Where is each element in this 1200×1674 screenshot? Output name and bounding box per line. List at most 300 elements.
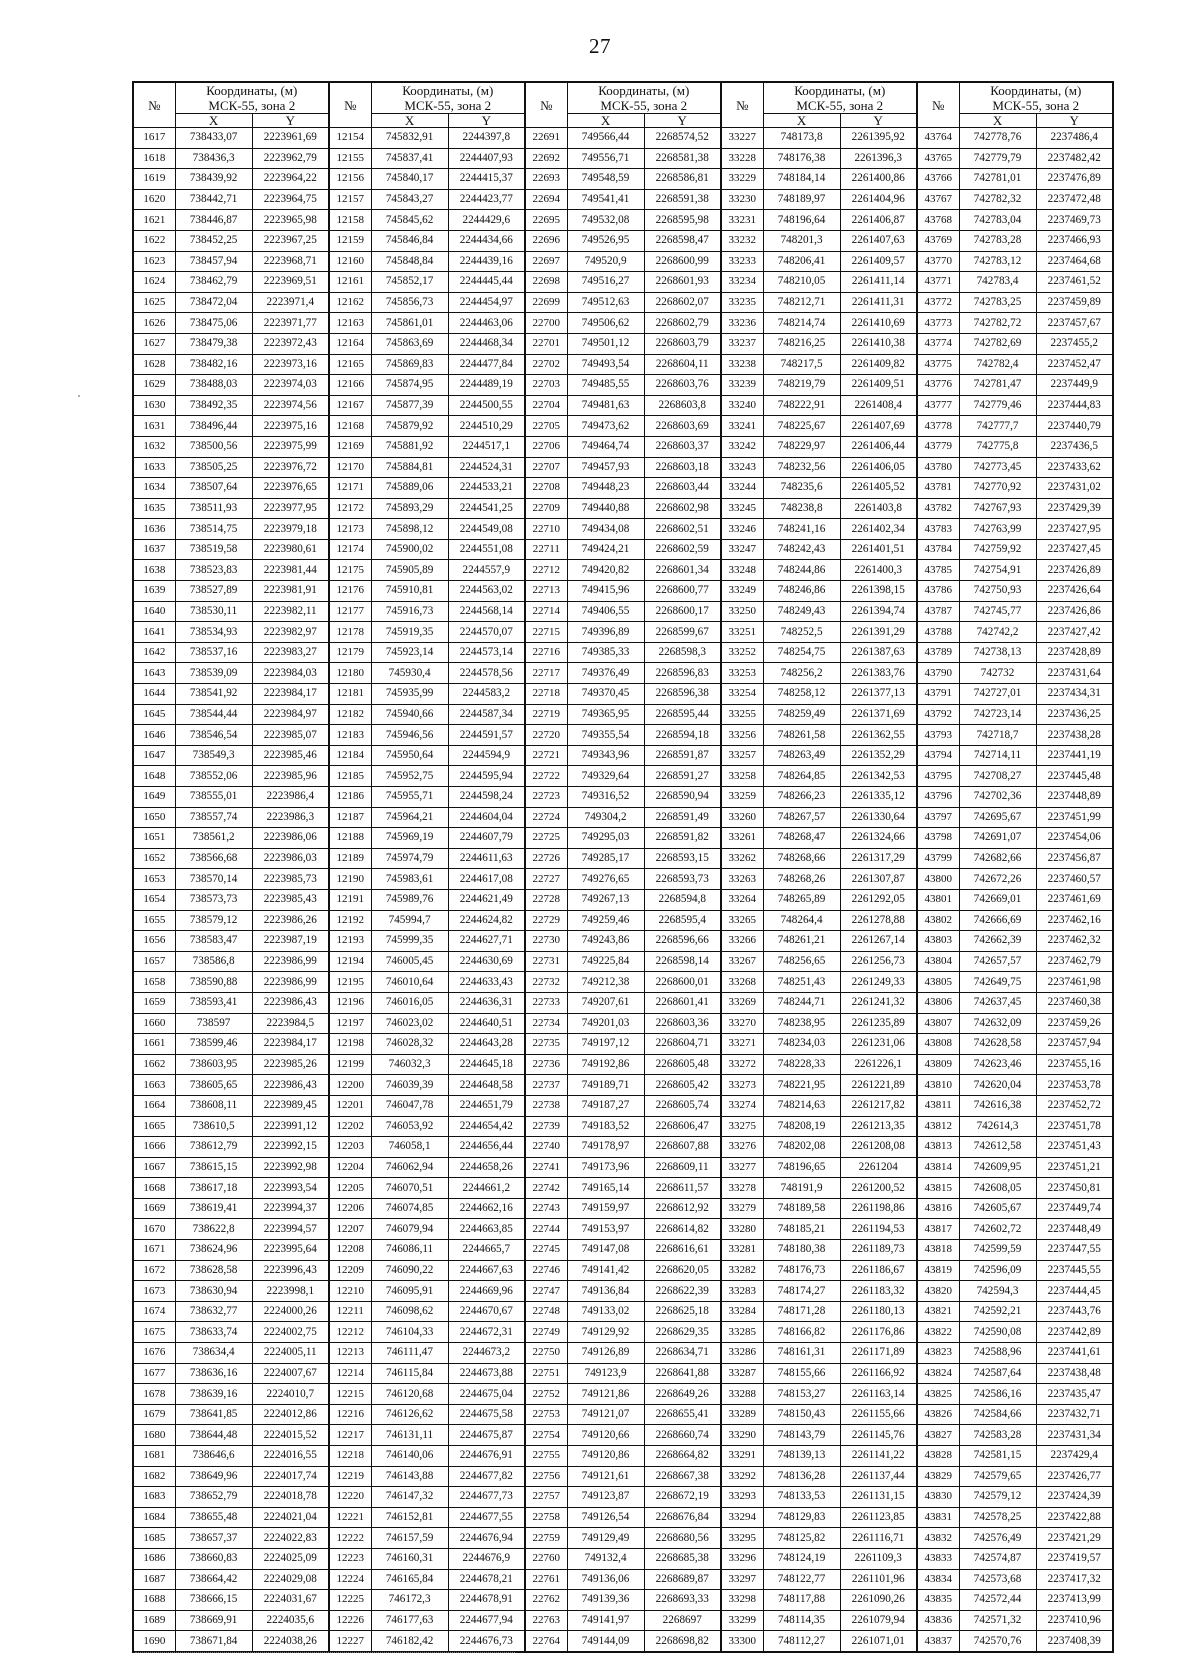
- coord-x: 748174,27: [763, 1281, 840, 1302]
- table-body: [133, 128, 1113, 1652]
- coord-y: 2237462,32: [1036, 931, 1113, 952]
- point-number: 33242: [721, 436, 763, 457]
- coord-x: 745964,21: [371, 807, 448, 828]
- coord-y: 2268605,42: [644, 1075, 721, 1096]
- point-number: 22732: [525, 972, 567, 993]
- coord-y: 2261123,85: [840, 1507, 917, 1528]
- coord-y: 2244454,97: [448, 292, 525, 313]
- point-number: 33276: [721, 1137, 763, 1158]
- coord-x: 749541,41: [567, 189, 644, 210]
- page-number: 27: [589, 34, 611, 58]
- coord-x: 746028,32: [371, 1034, 448, 1055]
- table-row: [133, 478, 1113, 499]
- point-number: 22697: [525, 251, 567, 272]
- coord-x: 749129,49: [567, 1528, 644, 1549]
- point-number: 33285: [721, 1322, 763, 1343]
- coord-y: 2244675,04: [448, 1384, 525, 1405]
- point-number: 43781: [917, 478, 959, 499]
- coord-y: 2223985,46: [252, 745, 329, 766]
- coord-x: 749141,97: [567, 1610, 644, 1631]
- coord-y: 2261410,69: [840, 313, 917, 334]
- coord-x: 742775,8: [959, 436, 1036, 457]
- coord-y: 2244677,94: [448, 1610, 525, 1631]
- header-y: Y: [448, 114, 525, 128]
- table-row: [133, 1034, 1113, 1055]
- coord-x: 746047,78: [371, 1095, 448, 1116]
- point-number: 33267: [721, 951, 763, 972]
- table-row: [133, 1281, 1113, 1302]
- coord-y: 2244591,57: [448, 725, 525, 746]
- header-y: Y: [840, 114, 917, 128]
- coord-x: 742632,09: [959, 1013, 1036, 1034]
- coord-x: 749566,44: [567, 128, 644, 149]
- point-number: 33280: [721, 1219, 763, 1240]
- coord-x: 742738,13: [959, 642, 1036, 663]
- point-number: 12176: [329, 581, 371, 602]
- point-number: 22759: [525, 1528, 567, 1549]
- coord-x: 746157,59: [371, 1528, 448, 1549]
- coord-x: 749197,12: [567, 1034, 644, 1055]
- coord-x: 749129,92: [567, 1322, 644, 1343]
- coord-y: 2237460,57: [1036, 869, 1113, 890]
- coord-x: 748244,71: [763, 992, 840, 1013]
- coord-x: 746143,88: [371, 1466, 448, 1487]
- point-number: 1622: [133, 230, 175, 251]
- point-number: 33296: [721, 1548, 763, 1569]
- coord-y: 2268602,51: [644, 519, 721, 540]
- coord-y: 2268595,4: [644, 910, 721, 931]
- coord-x: 745919,35: [371, 622, 448, 643]
- point-number: 22703: [525, 375, 567, 396]
- coord-x: 742616,38: [959, 1095, 1036, 1116]
- point-number: 33265: [721, 910, 763, 931]
- point-number: 22709: [525, 498, 567, 519]
- point-number: 33274: [721, 1095, 763, 1116]
- point-number: 33271: [721, 1034, 763, 1055]
- point-number: 22735: [525, 1034, 567, 1055]
- point-number: 12181: [329, 684, 371, 705]
- coord-y: 2237461,98: [1036, 972, 1113, 993]
- table-row: [133, 869, 1113, 890]
- table-row: [133, 1404, 1113, 1425]
- point-number: 43809: [917, 1054, 959, 1075]
- table-row: [133, 1301, 1113, 1322]
- coord-x: 746070,51: [371, 1178, 448, 1199]
- coord-y: 2237454,06: [1036, 828, 1113, 849]
- coord-x: 745955,71: [371, 787, 448, 808]
- coord-x: 742745,77: [959, 601, 1036, 622]
- coord-y: 2268655,41: [644, 1404, 721, 1425]
- point-number: 33268: [721, 972, 763, 993]
- coord-y: 2223973,16: [252, 354, 329, 375]
- point-number: 1645: [133, 704, 175, 725]
- point-number: 1619: [133, 169, 175, 190]
- coord-x: 738612,79: [175, 1137, 252, 1158]
- coord-x: 742570,76: [959, 1631, 1036, 1652]
- coord-x: 742573,68: [959, 1569, 1036, 1590]
- point-number: 43833: [917, 1548, 959, 1569]
- coord-x: 746165,84: [371, 1569, 448, 1590]
- coord-x: 746023,02: [371, 1013, 448, 1034]
- point-number: 12184: [329, 745, 371, 766]
- point-number: 22750: [525, 1343, 567, 1364]
- point-number: 43787: [917, 601, 959, 622]
- coord-x: 742608,05: [959, 1178, 1036, 1199]
- coord-y: 2268602,07: [644, 292, 721, 313]
- point-number: 1685: [133, 1528, 175, 1549]
- coord-x: 742614,3: [959, 1116, 1036, 1137]
- coord-y: 2223981,44: [252, 560, 329, 581]
- coord-y: 2223968,71: [252, 251, 329, 272]
- coord-x: 748267,57: [763, 807, 840, 828]
- coord-y: 2261204: [840, 1157, 917, 1178]
- coord-y: 2268604,11: [644, 354, 721, 375]
- coordinates-table: [132, 81, 1114, 1653]
- coord-x: 742782,72: [959, 313, 1036, 334]
- coord-y: 2237462,79: [1036, 951, 1113, 972]
- coord-x: 748117,88: [763, 1590, 840, 1611]
- coord-y: 2261407,69: [840, 416, 917, 437]
- coord-x: 749396,89: [567, 622, 644, 643]
- coord-x: 745877,39: [371, 395, 448, 416]
- coord-y: 2261403,8: [840, 498, 917, 519]
- point-number: 33287: [721, 1363, 763, 1384]
- point-number: 12155: [329, 148, 371, 169]
- coord-x: 738557,74: [175, 807, 252, 828]
- point-number: 43793: [917, 725, 959, 746]
- table-row: [133, 1013, 1113, 1034]
- coord-x: 746010,64: [371, 972, 448, 993]
- point-number: 33241: [721, 416, 763, 437]
- table-row: [133, 1466, 1113, 1487]
- coord-y: 2244524,31: [448, 457, 525, 478]
- header-x: X: [175, 114, 252, 128]
- coord-y: 2268574,52: [644, 128, 721, 149]
- coord-y: 2268595,44: [644, 704, 721, 725]
- coord-x: 749501,12: [567, 333, 644, 354]
- coord-y: 2223964,22: [252, 169, 329, 190]
- coord-x: 745893,29: [371, 498, 448, 519]
- point-number: 22757: [525, 1487, 567, 1508]
- coord-y: 2268680,56: [644, 1528, 721, 1549]
- point-number: 12195: [329, 972, 371, 993]
- coord-y: 2244677,73: [448, 1487, 525, 1508]
- point-number: 33236: [721, 313, 763, 334]
- point-number: 1635: [133, 498, 175, 519]
- point-number: 1653: [133, 869, 175, 890]
- coord-y: 2268591,27: [644, 766, 721, 787]
- point-number: 22705: [525, 416, 567, 437]
- point-number: 12190: [329, 869, 371, 890]
- point-number: 22722: [525, 766, 567, 787]
- coord-x: 748225,67: [763, 416, 840, 437]
- coord-y: 2261278,88: [840, 910, 917, 931]
- point-number: 33291: [721, 1446, 763, 1467]
- coord-y: 2268612,92: [644, 1198, 721, 1219]
- coord-y: 2244557,9: [448, 560, 525, 581]
- point-number: 12159: [329, 230, 371, 251]
- coord-y: 2268602,98: [644, 498, 721, 519]
- coord-x: 745994,7: [371, 910, 448, 931]
- point-number: 43773: [917, 313, 959, 334]
- point-number: 33294: [721, 1507, 763, 1528]
- coord-y: 2244549,08: [448, 519, 525, 540]
- coord-x: 745989,76: [371, 889, 448, 910]
- coord-x: 748202,08: [763, 1137, 840, 1158]
- table-row: [133, 333, 1113, 354]
- coord-x: 748258,12: [763, 684, 840, 705]
- coord-y: 2223976,72: [252, 457, 329, 478]
- coord-y: 2224015,52: [252, 1425, 329, 1446]
- table-row: [133, 1631, 1113, 1652]
- coord-x: 749434,08: [567, 519, 644, 540]
- coord-y: 2237444,45: [1036, 1281, 1113, 1302]
- coord-y: 2244463,06: [448, 313, 525, 334]
- table-row: [133, 1095, 1113, 1116]
- coord-x: 738655,48: [175, 1507, 252, 1528]
- table-row: [133, 230, 1113, 251]
- point-number: 33262: [721, 848, 763, 869]
- table-row: [133, 189, 1113, 210]
- header-number: №: [329, 82, 371, 128]
- coord-x: 745974,79: [371, 848, 448, 869]
- point-number: 33251: [721, 622, 763, 643]
- coord-y: 2261217,82: [840, 1095, 917, 1116]
- point-number: 1677: [133, 1363, 175, 1384]
- coord-x: 742682,66: [959, 848, 1036, 869]
- point-number: 22741: [525, 1157, 567, 1178]
- coord-y: 2268593,15: [644, 848, 721, 869]
- coord-x: 738633,74: [175, 1322, 252, 1343]
- point-number: 33245: [721, 498, 763, 519]
- coord-x: 749201,03: [567, 1013, 644, 1034]
- coord-x: 742579,12: [959, 1487, 1036, 1508]
- point-number: 43802: [917, 910, 959, 931]
- table-row: [133, 1322, 1113, 1343]
- coord-y: 2237441,19: [1036, 745, 1113, 766]
- point-number: 33254: [721, 684, 763, 705]
- coord-x: 748219,79: [763, 375, 840, 396]
- coord-y: 2237408,39: [1036, 1631, 1113, 1652]
- coord-x: 742778,76: [959, 128, 1036, 149]
- coord-y: 2261166,92: [840, 1363, 917, 1384]
- coord-x: 742588,96: [959, 1343, 1036, 1364]
- coord-y: 2237472,48: [1036, 189, 1113, 210]
- point-number: 12183: [329, 725, 371, 746]
- table-row: [133, 642, 1113, 663]
- coord-y: 2268676,84: [644, 1507, 721, 1528]
- coord-y: 2268600,77: [644, 581, 721, 602]
- coord-y: 2268596,66: [644, 931, 721, 952]
- coord-y: 2244570,07: [448, 622, 525, 643]
- point-number: 12204: [329, 1157, 371, 1178]
- coord-x: 749120,86: [567, 1446, 644, 1467]
- coord-x: 746098,62: [371, 1301, 448, 1322]
- point-number: 22713: [525, 581, 567, 602]
- coord-y: 2223967,25: [252, 230, 329, 251]
- coord-x: 738439,92: [175, 169, 252, 190]
- coord-y: 2261155,66: [840, 1404, 917, 1425]
- table-row: [133, 889, 1113, 910]
- coord-x: 742718,7: [959, 725, 1036, 746]
- point-number: 43765: [917, 148, 959, 169]
- point-number: 1646: [133, 725, 175, 746]
- coord-y: 2237449,9: [1036, 375, 1113, 396]
- point-number: 22756: [525, 1466, 567, 1487]
- point-number: 12226: [329, 1610, 371, 1631]
- coord-y: 2268649,26: [644, 1384, 721, 1405]
- point-number: 22761: [525, 1569, 567, 1590]
- coord-y: 2261406,44: [840, 436, 917, 457]
- point-number: 1690: [133, 1631, 175, 1652]
- table-row: [133, 1569, 1113, 1590]
- coord-x: 742783,28: [959, 230, 1036, 251]
- point-number: 43810: [917, 1075, 959, 1096]
- header-x: X: [567, 114, 644, 128]
- coord-x: 748235,6: [763, 478, 840, 499]
- point-number: 43774: [917, 333, 959, 354]
- point-number: 1662: [133, 1054, 175, 1075]
- coord-x: 749144,09: [567, 1631, 644, 1652]
- point-number: 33232: [721, 230, 763, 251]
- coord-y: 2223994,37: [252, 1198, 329, 1219]
- coord-y: 2268689,87: [644, 1569, 721, 1590]
- coord-y: 2223986,99: [252, 972, 329, 993]
- point-number: 1631: [133, 416, 175, 437]
- coord-y: 2224018,78: [252, 1487, 329, 1508]
- point-number: 12200: [329, 1075, 371, 1096]
- point-number: 12198: [329, 1034, 371, 1055]
- table-row: [133, 787, 1113, 808]
- coord-y: 2268600,99: [644, 251, 721, 272]
- coord-y: 2223969,51: [252, 272, 329, 293]
- coord-x: 738666,15: [175, 1590, 252, 1611]
- coord-x: 749304,2: [567, 807, 644, 828]
- coord-y: 2237426,89: [1036, 560, 1113, 581]
- point-number: 22727: [525, 869, 567, 890]
- coord-x: 748133,53: [763, 1487, 840, 1508]
- coord-y: 2268601,93: [644, 272, 721, 293]
- coord-x: 745952,75: [371, 766, 448, 787]
- header-coordinates: Координаты, (м): [959, 82, 1113, 98]
- point-number: 22708: [525, 478, 567, 499]
- point-number: 43800: [917, 869, 959, 890]
- coord-x: 749520,9: [567, 251, 644, 272]
- coord-y: 2244477,84: [448, 354, 525, 375]
- coord-y: 2261330,64: [840, 807, 917, 828]
- coord-x: 745905,89: [371, 560, 448, 581]
- coord-y: 2261186,67: [840, 1260, 917, 1281]
- header-zone: МСК-55, зона 2: [175, 98, 329, 114]
- coord-y: 2261377,13: [840, 684, 917, 705]
- table-row: [133, 1260, 1113, 1281]
- coord-y: 2237447,55: [1036, 1240, 1113, 1261]
- table-row: [133, 128, 1113, 149]
- point-number: 12224: [329, 1569, 371, 1590]
- coord-x: 748129,83: [763, 1507, 840, 1528]
- coord-x: 738527,89: [175, 581, 252, 602]
- coord-y: 2261324,66: [840, 828, 917, 849]
- coord-x: 748189,58: [763, 1198, 840, 1219]
- header-coordinates: Координаты, (м): [175, 82, 329, 98]
- point-number: 12212: [329, 1322, 371, 1343]
- coord-y: 2244676,73: [448, 1631, 525, 1652]
- point-number: 22752: [525, 1384, 567, 1405]
- coord-y: 2261256,73: [840, 951, 917, 972]
- coord-y: 2268601,34: [644, 560, 721, 581]
- point-number: 43785: [917, 560, 959, 581]
- coord-x: 738457,94: [175, 251, 252, 272]
- coord-y: 2244468,34: [448, 333, 525, 354]
- coord-y: 2244672,31: [448, 1322, 525, 1343]
- point-number: 33259: [721, 787, 763, 808]
- coord-y: 2261371,69: [840, 704, 917, 725]
- point-number: 33290: [721, 1425, 763, 1446]
- coord-y: 2244563,02: [448, 581, 525, 602]
- point-number: 12214: [329, 1363, 371, 1384]
- coord-y: 2223996,43: [252, 1260, 329, 1281]
- table-row: [133, 745, 1113, 766]
- point-number: 1655: [133, 910, 175, 931]
- point-number: 1638: [133, 560, 175, 581]
- coord-y: 2223992,98: [252, 1157, 329, 1178]
- coord-y: 2237453,78: [1036, 1075, 1113, 1096]
- coord-y: 2223984,17: [252, 684, 329, 705]
- point-number: 43837: [917, 1631, 959, 1652]
- coord-y: 2244434,66: [448, 230, 525, 251]
- header-number: №: [721, 82, 763, 128]
- coord-x: 748214,63: [763, 1095, 840, 1116]
- coord-y: 2237476,89: [1036, 169, 1113, 190]
- coord-x: 742783,04: [959, 210, 1036, 231]
- coord-y: 2223981,91: [252, 581, 329, 602]
- coord-x: 742672,26: [959, 869, 1036, 890]
- point-number: 12162: [329, 292, 371, 313]
- coord-y: 2244643,28: [448, 1034, 525, 1055]
- coord-x: 748232,56: [763, 457, 840, 478]
- point-number: 22718: [525, 684, 567, 705]
- coord-x: 745848,84: [371, 251, 448, 272]
- coord-x: 745916,73: [371, 601, 448, 622]
- point-number: 43807: [917, 1013, 959, 1034]
- table-row: [133, 601, 1113, 622]
- point-number: 12173: [329, 519, 371, 540]
- coord-x: 748265,89: [763, 889, 840, 910]
- point-number: 12202: [329, 1116, 371, 1137]
- point-number: 43791: [917, 684, 959, 705]
- point-number: 1636: [133, 519, 175, 540]
- table-row: [133, 539, 1113, 560]
- point-number: 22760: [525, 1548, 567, 1569]
- coord-y: 2261235,89: [840, 1013, 917, 1034]
- header-y: Y: [1036, 114, 1113, 128]
- coord-x: 749123,87: [567, 1487, 644, 1508]
- point-number: 43806: [917, 992, 959, 1013]
- point-number: 22723: [525, 787, 567, 808]
- coord-x: 738639,16: [175, 1384, 252, 1405]
- coord-x: 742620,04: [959, 1075, 1036, 1096]
- coord-x: 745874,95: [371, 375, 448, 396]
- coord-y: 2237448,89: [1036, 787, 1113, 808]
- table-row: [133, 910, 1113, 931]
- coord-y: 2268596,38: [644, 684, 721, 705]
- coord-y: 2261307,87: [840, 869, 917, 890]
- coord-x: 748256,65: [763, 951, 840, 972]
- table-row: [133, 1240, 1113, 1261]
- coord-x: 749548,59: [567, 169, 644, 190]
- coord-y: 2244675,58: [448, 1404, 525, 1425]
- coord-y: 2237427,95: [1036, 519, 1113, 540]
